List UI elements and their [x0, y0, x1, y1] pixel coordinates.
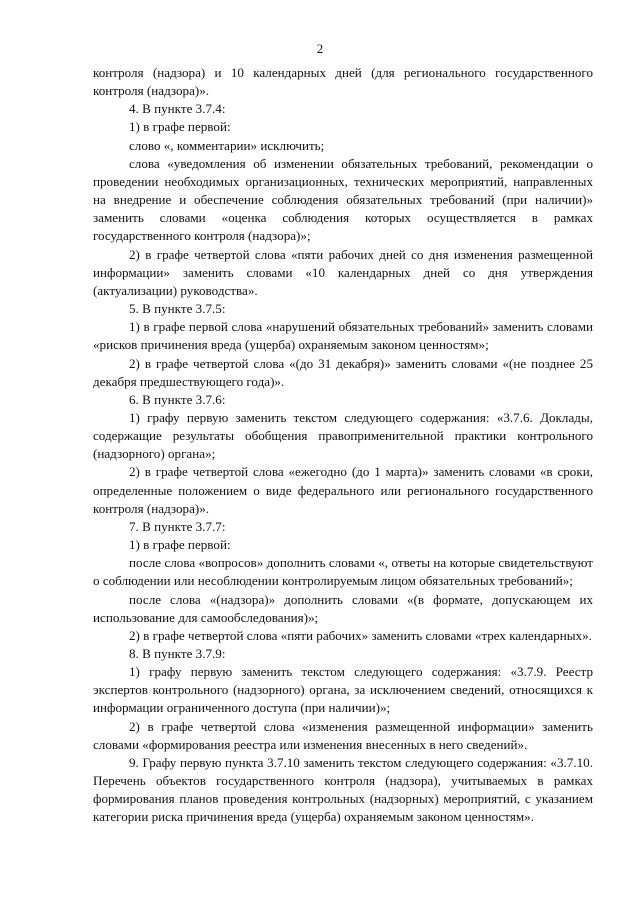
- item-4-heading: 4. В пункте 3.7.4:: [129, 101, 226, 117]
- item-9: 9. Графу первую пункта 3.7.10 заменить текстом следующего содержания: «3.7.10. Перечень объектов государственного контроля (надзора), учитываемых в рамках формирования планов проведения контрольных (надзорных) мероприятий, с указанием категории риска причинения вреда (ущерба) охраняемым законом ценностям».: [93, 754, 593, 825]
- item-4-words-replacement: слова «уведомления об изменении обязательных требований, рекомендации о проведении необходимых организационных, технических мероприятий, направленных на внедрение и обеспечение соблюдения обязательных требований (при наличии)» заменить словами «оценка соблюдения которых осуществляется в рамках государственного контроля (надзора)»;: [93, 155, 593, 244]
- item-5-sub-2: 2) в графе четвертой слова «(до 31 декабря)» заменить словами «(не позднее 25 декабря предшествующего года)».: [93, 355, 593, 389]
- item-8-sub-2: 2) в графе четвертой слова «изменения размещенной информации» заменить словами «формирования реестра или изменения внесенных в него сведений».: [93, 718, 593, 752]
- item-7-sub-2: 2) в графе четвертой слова «пяти рабочих» заменить словами «трех календарных».: [129, 627, 592, 643]
- document-body: [93, 64, 593, 827]
- item-7-sub-1: 1) в графе первой:: [129, 537, 231, 553]
- item-8-sub-1: 1) графу первую заменить текстом следующего содержания: «3.7.9. Реестр экспертов контрольного (надзорного) органа, за исключением сведений, относящихся к информации ограниченного доступа (при наличии)»;: [93, 664, 593, 716]
- item-5-heading: 5. В пункте 3.7.5:: [129, 301, 226, 317]
- item-5-sub-1: 1) в графе первой слова «нарушений обязательных требований» заменить словами «рисков причинения вреда (ущерба) охраняемым законом ценностям»;: [93, 319, 593, 353]
- item-6-heading: 6. В пункте 3.7.6:: [129, 391, 226, 407]
- item-7-addition-questions: после слова «вопросов» дополнить словами «, ответы на которые свидетельствуют о соблюдении или несоблюдении контролируемым лицом обязательных требований»;: [93, 555, 593, 589]
- item-7-addition-supervision: после слова «(надзора)» дополнить словами «(в формате, допускающем их использование для самообследования)»;: [93, 591, 593, 625]
- item-7-heading: 7. В пункте 3.7.7:: [129, 518, 226, 534]
- item-6-sub-2: 2) в графе четвертой слова «ежегодно (до 1 марта)» заменить словами «в сроки, определенные положением о виде федерального или регионального государственного контроля (надзора)».: [93, 464, 593, 516]
- paragraph-continuation: контроля (надзора) и 10 календарных дней (для регионального государственного контроля (надзора)».: [93, 65, 593, 99]
- item-4-word-removal: слово «, комментарии» исключить;: [129, 137, 325, 153]
- page-number: 2: [316, 41, 324, 56]
- item-6-sub-1: 1) графу первую заменить текстом следующего содержания: «3.7.6. Доклады, содержащие результаты обобщения правоприменительной практики контрольного (надзорного) органа»;: [93, 409, 593, 462]
- item-8-heading: 8. В пункте 3.7.9:: [129, 646, 226, 661]
- item-4-sub-1: 1) в графе первой:: [129, 119, 231, 135]
- item-4-sub-2: 2) в графе четвертой слова «пяти рабочих дней со дня изменения размещенной информации» заменить словами «10 календарных дней со дня утверждения (актуализации) руководства».: [93, 246, 593, 298]
